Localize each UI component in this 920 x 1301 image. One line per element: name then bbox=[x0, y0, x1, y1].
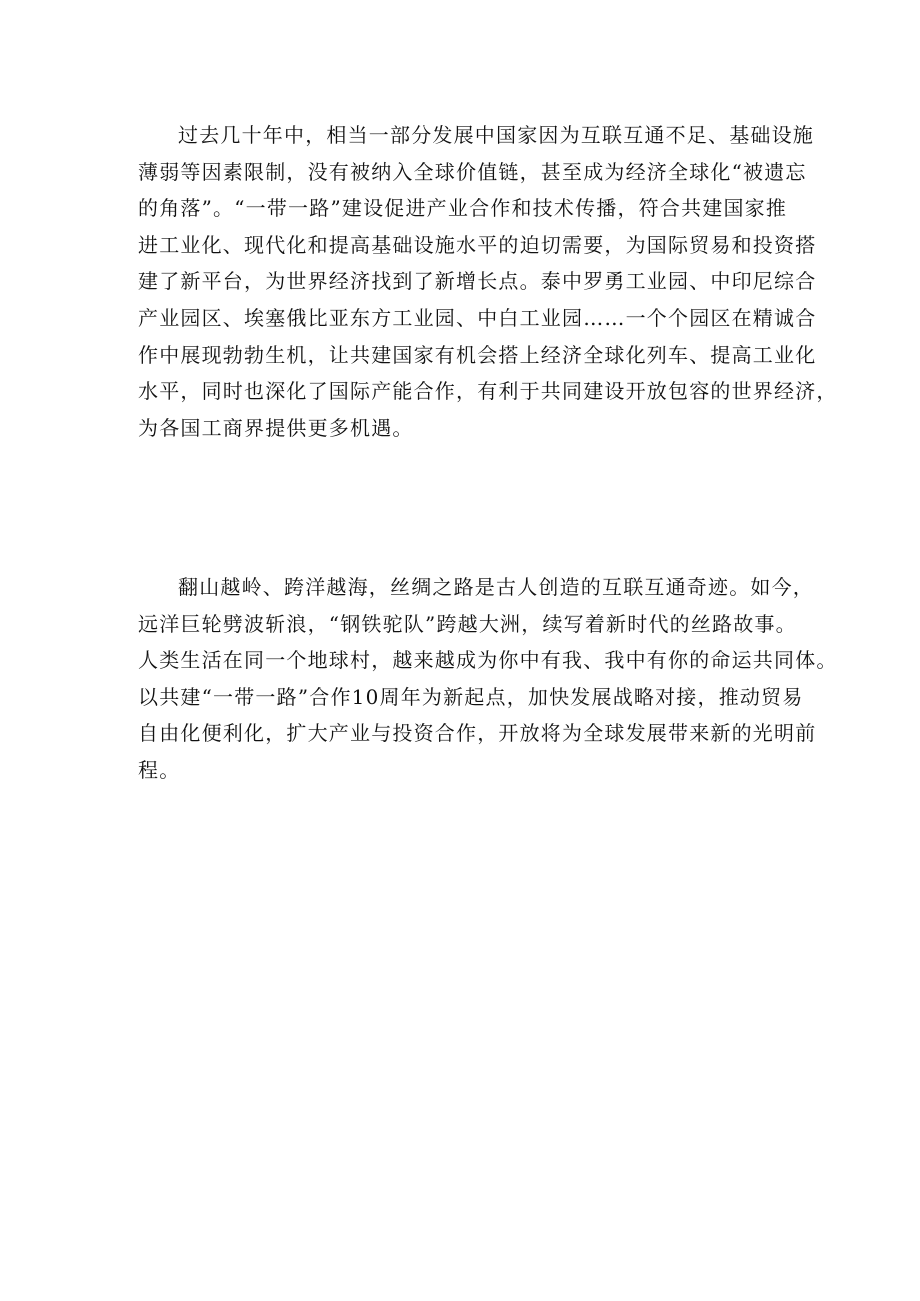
paragraph-line: 以共建“一带一路”合作10周年为新起点，加快发展战略对接，推动贸易 bbox=[138, 684, 804, 709]
paragraph-line: 作中展现勃勃生机，让共建国家有机会搭上经济全球化列车、提高工业化 bbox=[138, 342, 817, 367]
paragraph-line: 水平，同时也深化了国际产能合作，有利于共同建设开放包容的世界经济， bbox=[138, 379, 838, 404]
paragraph-line: 程。 bbox=[138, 757, 181, 782]
paragraph-line: 翻山越岭、跨洋越海，丝绸之路是古人创造的互联互通奇迹。如今， bbox=[178, 575, 814, 599]
paragraph-2 bbox=[138, 569, 838, 789]
paragraph-1 bbox=[138, 117, 838, 446]
paragraph-line: 的角落”。“一带一路”建设促进产业合作和技术传播，符合共建国家推 bbox=[138, 196, 788, 221]
paragraph-line: 远洋巨轮劈波斩浪，“钢铁驼队”跨越大洲，续写着新时代的丝路故事。 bbox=[138, 611, 797, 636]
paragraph-line: 建了新平台，为世界经济找到了新增长点。泰中罗勇工业园、中印尼综合 bbox=[138, 269, 817, 294]
paragraph-line: 产业园区、埃塞俄比亚东方工业园、中白工业园……一个个园区在精诚合 bbox=[138, 305, 817, 330]
paragraph-line: 为各国工商界提供更多机遇。 bbox=[138, 415, 414, 440]
paragraph-line: 进工业化、现代化和提高基础设施水平的迫切需要，为国际贸易和投资搭 bbox=[138, 232, 817, 257]
paragraph-line: 自由化便利化，扩大产业与投资合作，开放将为全球发展带来新的光明前 bbox=[138, 721, 817, 746]
paragraph-line: 人类生活在同一个地球村，越来越成为你中有我、我中有你的命运共同体。 bbox=[138, 648, 838, 673]
paragraph-line: 过去几十年中，相当一部分发展中国家因为互联互通不足、基础设施 bbox=[178, 123, 814, 147]
paragraph-line: 薄弱等因素限制，没有被纳入全球价值链，甚至成为经济全球化“被遗忘 bbox=[138, 159, 807, 184]
